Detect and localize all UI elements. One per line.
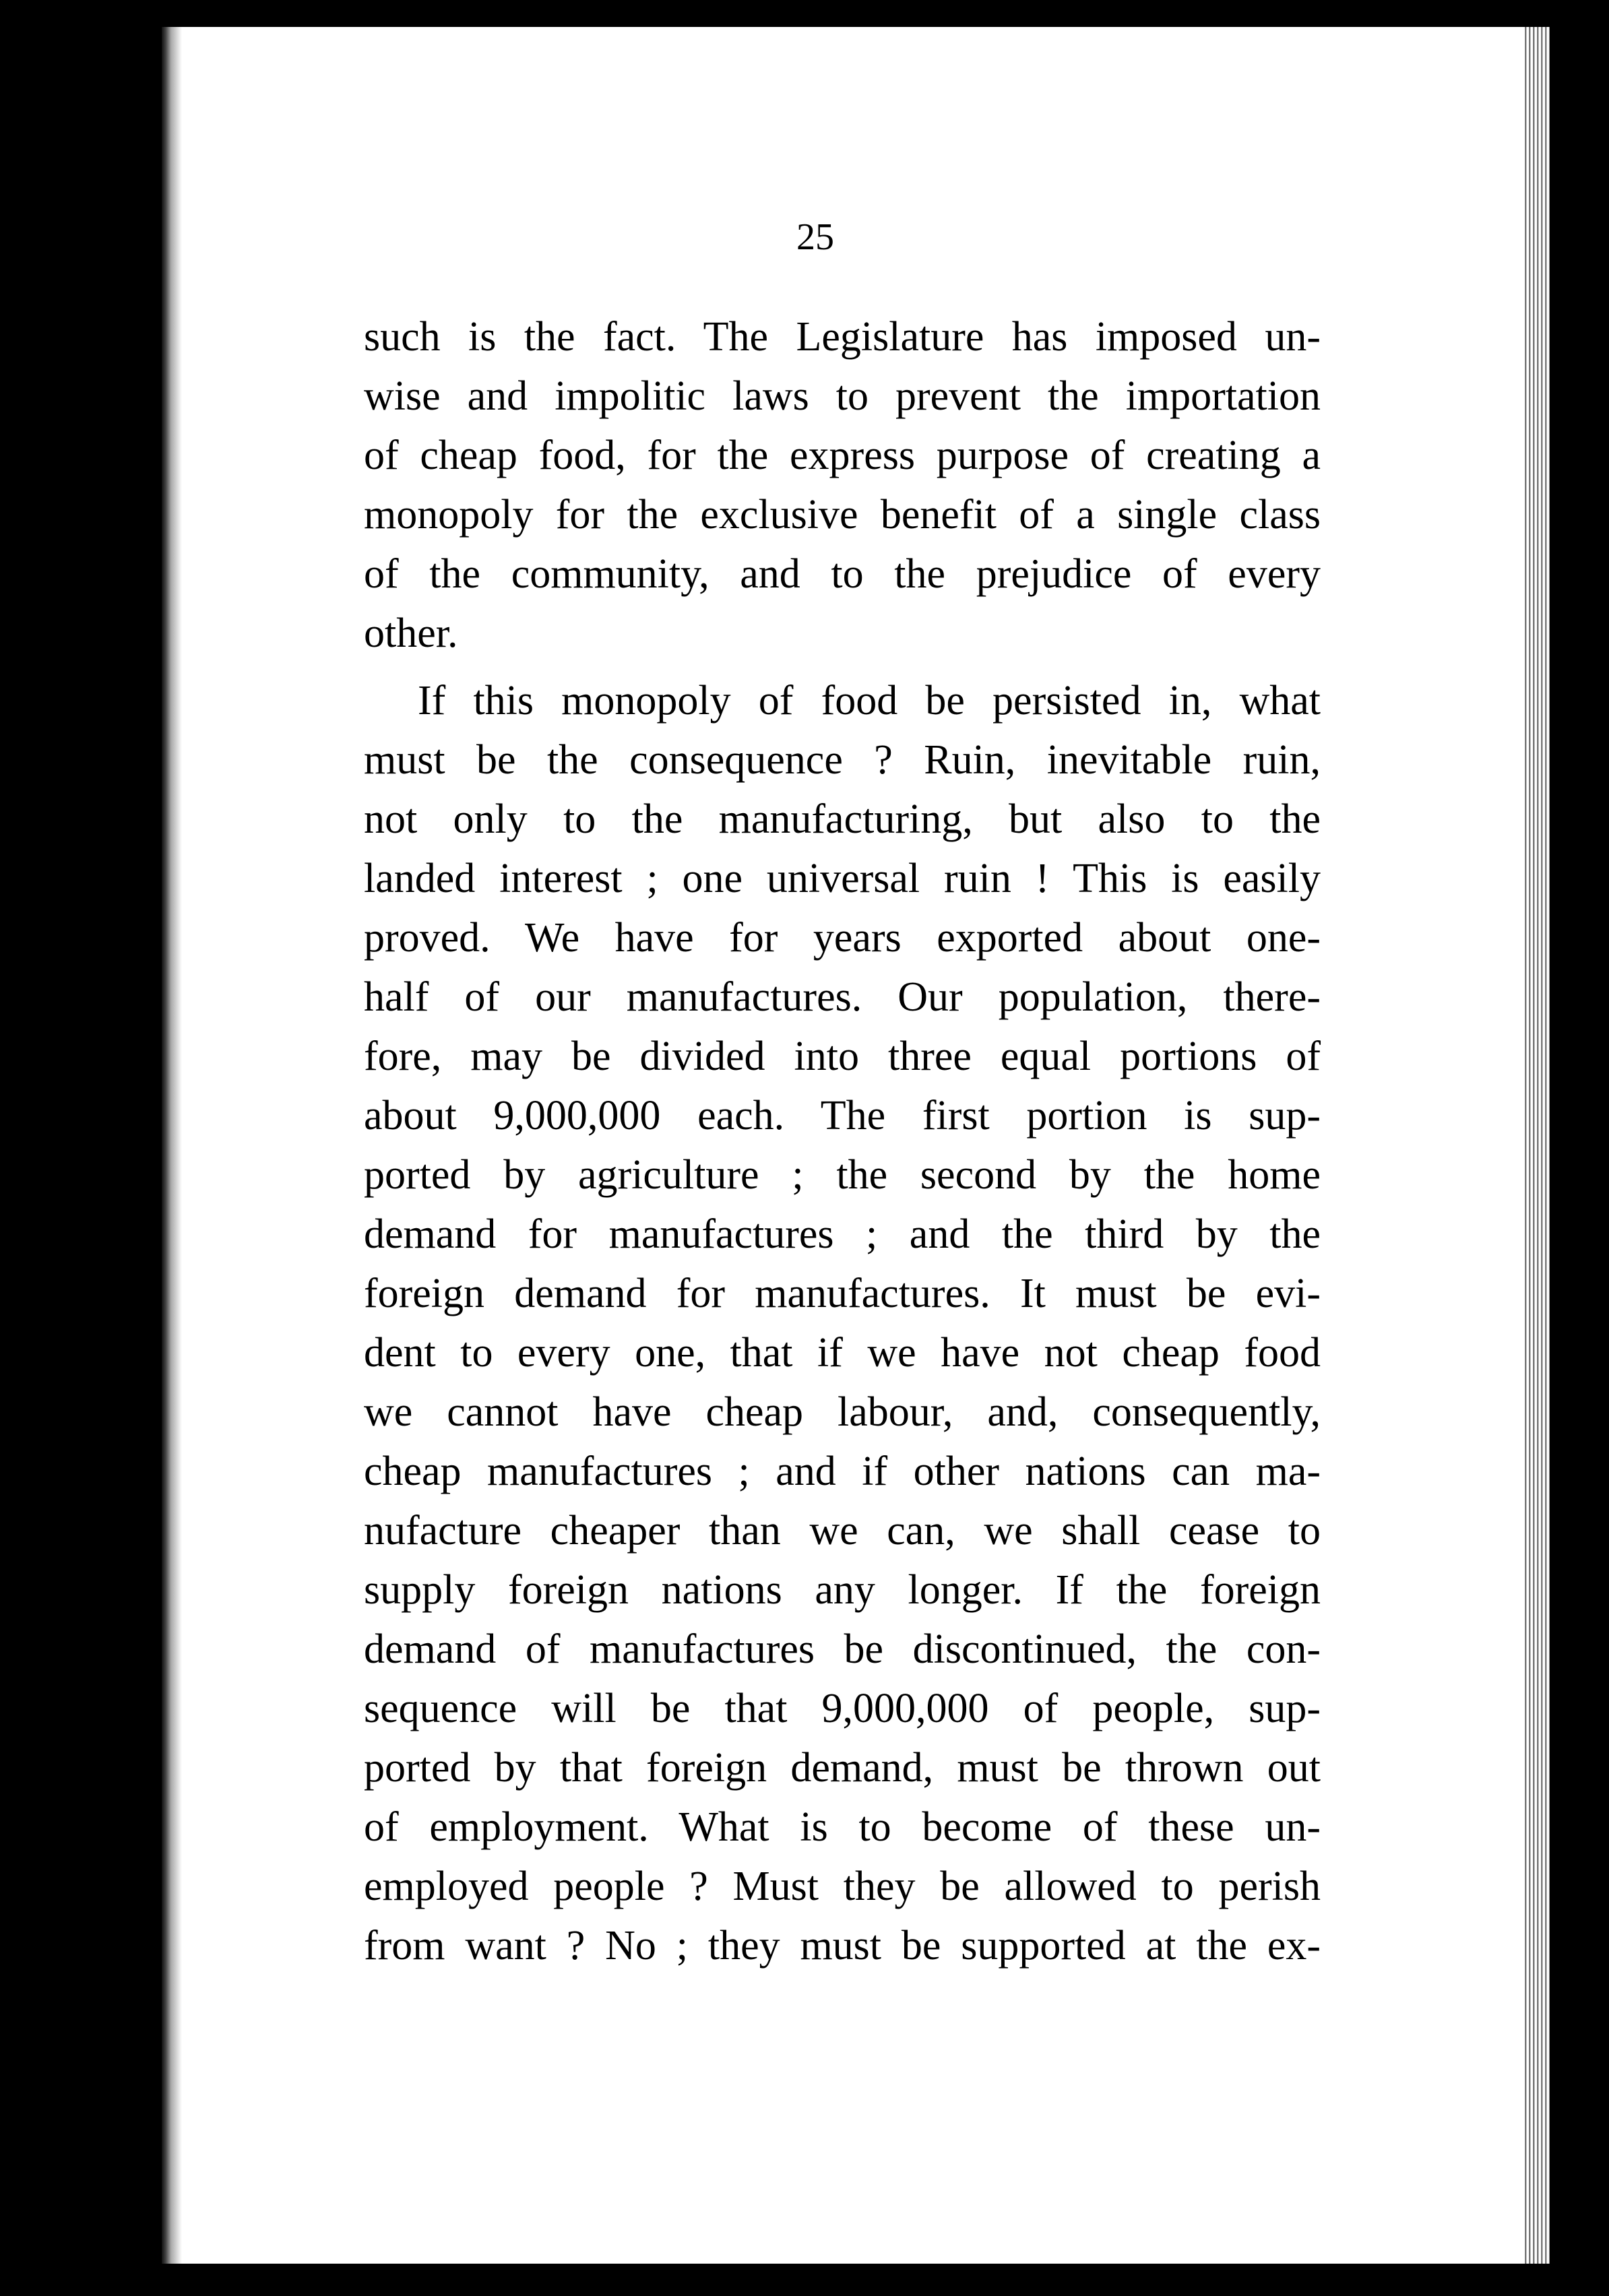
page-fore-edge <box>1523 27 1550 2264</box>
text-line-19: we cannot have cheap labour, and, consequently, <box>364 1389 1321 1435</box>
text-line-11: proved. We have for years exported about one- <box>364 915 1321 961</box>
text-line-24: sequence will be that 9,000,000 of people, sup- <box>364 1686 1321 1731</box>
page-gutter-shadow <box>162 27 182 2264</box>
text-line-22: supply foreign nations any longer. If the foreign <box>364 1567 1321 1613</box>
text-line-26: of employment. What is to become of these un- <box>364 1804 1321 1850</box>
text-line-2: wise and impolitic laws to prevent the importation <box>364 373 1321 419</box>
text-line-5: of the community, and to the prejudice of every <box>364 551 1321 597</box>
scan-tick-mark: ✓ <box>128 2237 162 2284</box>
text-line-7: If this monopoly of food be persisted in, what <box>418 678 1321 724</box>
text-line-27: employed people ? Must they be allowed to perish <box>364 1863 1321 1909</box>
text-line-28: from want ? No ; they must be supported at the ex- <box>364 1923 1321 1969</box>
text-line-3: of cheap food, for the express purpose of creating a <box>364 433 1321 478</box>
text-line-16: demand for manufactures ; and the third by the <box>364 1211 1321 1257</box>
text-line-15: ported by agriculture ; the second by the home <box>364 1152 1321 1198</box>
text-line-21: nufacture cheaper than we can, we shall cease to <box>364 1508 1321 1554</box>
text-line-12: half of our manufactures. Our population, there- <box>364 974 1321 1020</box>
text-line-10: landed interest ; one universal ruin ! This is easily <box>364 856 1321 901</box>
text-line-23: demand of manufactures be discontinued, the con- <box>364 1626 1321 1672</box>
text-line-4: monopoly for the exclusive benefit of a single class <box>364 492 1321 538</box>
text-line-14: about 9,000,000 each. The first portion is sup- <box>364 1093 1321 1139</box>
text-line-9: not only to the manufacturing, but also to the <box>364 796 1321 842</box>
scan-border-bottom <box>0 2264 1609 2296</box>
text-line-25: ported by that foreign demand, must be thrown out <box>364 1745 1321 1791</box>
text-line-20: cheap manufactures ; and if other nations can ma- <box>364 1448 1321 1494</box>
scan-border-top <box>0 0 1609 27</box>
text-line-1: such is the fact. The Legislature has imposed un- <box>364 314 1321 360</box>
text-line-13: fore, may be divided into three equal portions of <box>364 1033 1321 1079</box>
text-line-18: dent to every one, that if we have not cheap food <box>364 1330 1321 1376</box>
text-line-6: other. <box>364 610 458 656</box>
text-line-8: must be the consequence ? Ruin, inevitable ruin, <box>364 737 1321 783</box>
page-number: 25 <box>796 216 834 258</box>
text-line-17: foreign demand for manufactures. It must be evi- <box>364 1271 1321 1316</box>
